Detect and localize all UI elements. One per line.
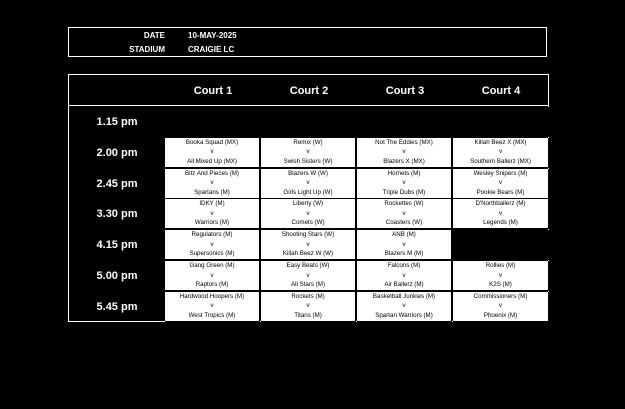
versus-label: v [306, 209, 310, 217]
versus-label: v [498, 271, 503, 279]
game-cell [261, 261, 356, 291]
versus-label: v [402, 240, 406, 248]
away-team: Coasters (W) [385, 219, 423, 227]
away-team: All Mixed Up (MX) [187, 157, 237, 165]
away-team: Legends (M) [483, 219, 518, 227]
versus-label: v [498, 302, 503, 310]
game-cell [261, 292, 356, 322]
time-slot: 2.45 pm [96, 177, 138, 190]
home-team: Hardwood Hoopers (M) [179, 292, 245, 300]
home-team: Rockets (M) [291, 292, 325, 300]
game-cell [357, 261, 452, 291]
away-team: K2S (M) [489, 281, 512, 288]
away-team: Triple Dubs (M) [382, 188, 426, 196]
versus-label: v [306, 302, 310, 310]
game-cell [453, 261, 549, 291]
time-slot: 3.30 pm [96, 208, 138, 221]
header-divider [69, 105, 548, 106]
game-cell [357, 169, 452, 199]
court-header-3: Court 3 [385, 85, 425, 97]
home-team: Gang Green (M) [189, 262, 235, 269]
versus-label: v [498, 179, 503, 187]
game-cell [165, 199, 260, 229]
court-header-1: Court 1 [193, 85, 233, 97]
game-cell [165, 138, 260, 168]
game-cell [453, 138, 549, 168]
versus-label: v [306, 271, 310, 279]
home-team: Shooting Stars (W) [281, 231, 335, 239]
away-team: Southern Ballerz (MX) [470, 157, 531, 165]
game-cell [261, 169, 356, 199]
empty-slot [165, 107, 260, 137]
game-cell [357, 292, 452, 322]
game-cell [453, 199, 549, 229]
home-team: Remix (W) [293, 138, 323, 146]
home-team: Rockettes (W) [384, 200, 424, 208]
home-team: IDKY (M) [199, 200, 225, 208]
game-cell [165, 169, 260, 199]
stadium-label: STADIUM [129, 45, 165, 54]
versus-label: v [402, 271, 406, 279]
game-cell [453, 292, 549, 322]
home-team: Regulators (M) [191, 231, 233, 239]
time-slot: 1.15 pm [96, 116, 138, 128]
versus-label: v [306, 240, 310, 248]
home-team: Not The Eddies (MX) [375, 138, 433, 146]
away-team: All Stars (M) [290, 281, 326, 288]
empty-slot [261, 107, 356, 137]
game-cell [261, 138, 356, 168]
versus-label: v [402, 179, 406, 187]
time-slot: 5.00 pm [96, 270, 138, 282]
date-value: 10-MAY-2025 [188, 31, 237, 40]
home-team: Commissioners (M) [473, 292, 528, 300]
versus-label: v [306, 148, 310, 156]
away-team: Pookie Bears (M) [476, 188, 525, 196]
away-team: Warriors (M) [194, 219, 230, 227]
stadium-value: CRAIGIE LC [188, 45, 235, 54]
versus-label: v [402, 209, 406, 217]
away-team: Swish Sisters (W) [283, 157, 333, 165]
away-team: Comets (W) [291, 219, 325, 227]
away-team: West Tropics (M) [188, 311, 236, 319]
game-cell [357, 230, 452, 260]
away-team: Blazers X (MX) [383, 157, 425, 165]
away-team: Blazers M (M) [384, 250, 424, 258]
game-cell [453, 169, 549, 199]
home-team: Easy Beats (W) [286, 262, 330, 269]
time-slot: 4.15 pm [96, 239, 138, 252]
empty-slot [453, 107, 549, 137]
home-team: Falcons (M) [387, 262, 421, 269]
home-team: Killah Beez X (MX) [474, 138, 527, 146]
away-team: Phoenix (M) [483, 311, 518, 319]
home-team: D'Northballerz (M) [475, 200, 526, 208]
home-team: Booka Squad (MX) [185, 138, 239, 146]
time-slot: 2.00 pm [96, 146, 138, 159]
home-team: Bitz And Pieces (M) [185, 169, 239, 177]
away-team: Titans (M) [294, 311, 322, 319]
home-team: Wesley Snipers (M) [473, 169, 528, 177]
empty-slot [357, 107, 452, 137]
game-cell [261, 199, 356, 229]
away-team: Girls Light Up (W) [283, 188, 333, 196]
schedule-table [68, 74, 549, 322]
game-cell [357, 199, 452, 229]
game-cell [357, 138, 452, 168]
versus-label: v [210, 302, 214, 310]
away-team: Raptors (M) [195, 281, 229, 288]
date-row [69, 29, 546, 42]
date-label: DATE [143, 31, 165, 40]
versus-label: v [210, 148, 214, 156]
fixture-info-box [68, 27, 547, 57]
away-team: Spartan Warriors (M) [375, 311, 433, 319]
away-team: Spartans (M) [194, 188, 230, 196]
away-team: Killah Beez W (W) [282, 250, 334, 258]
home-team: ANB (M) [392, 231, 416, 239]
game-cell [165, 230, 260, 260]
versus-label: v [210, 209, 214, 217]
versus-label: v [402, 302, 406, 310]
home-team: Blazers W (W) [288, 169, 328, 177]
versus-label: v [210, 179, 214, 187]
away-team: Supersonics (M) [189, 250, 235, 258]
court-header-2: Court 2 [289, 85, 329, 97]
home-team: Hornets (M) [387, 169, 421, 177]
versus-label: v [402, 148, 406, 156]
versus-label: v [210, 271, 214, 279]
versus-label: v [210, 240, 214, 248]
game-cell [261, 230, 356, 260]
home-team: Basketball Junkies (M) [372, 292, 436, 300]
stadium-row [69, 43, 546, 56]
versus-label: v [498, 148, 503, 156]
time-slot: 5.45 pm [96, 300, 138, 313]
versus-label: v [306, 179, 310, 187]
game-cell [165, 292, 260, 322]
empty-slot [453, 230, 549, 260]
court-header-4: Court 4 [481, 85, 521, 97]
versus-label: v [498, 209, 503, 217]
game-cell [165, 261, 260, 291]
home-team: Rollies (M) [485, 262, 516, 269]
away-team: Air Ballerz (M) [384, 281, 424, 288]
home-team: Liberty (W) [292, 200, 324, 208]
